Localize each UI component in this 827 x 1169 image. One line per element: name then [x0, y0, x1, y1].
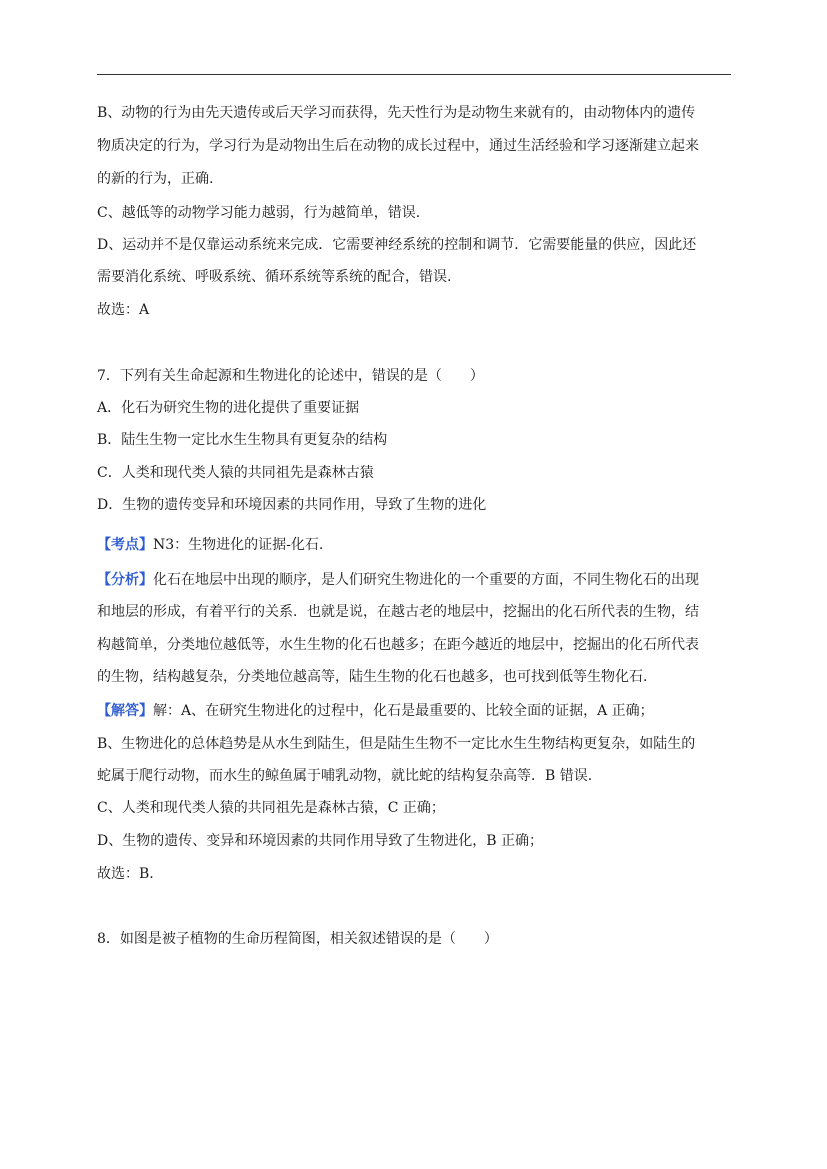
fenxi-tag: 【分析】	[97, 572, 153, 588]
q7-jieda-d-line: D、生物的遗传、变异和环境因素的共同作用导致了生物进化，B 正确；	[97, 833, 543, 849]
q7-jieda-line1	[97, 701, 737, 721]
q7-option-c: C．人类和现代类人猿的共同祖先是森林古猿	[97, 465, 374, 481]
q7-fenxi-line1	[97, 570, 737, 590]
prev-answer-b-line2: 物质决定的行为，学习行为是动物出生后在动物的成长过程中，通过生活经验和学习逐渐建立起来	[97, 138, 699, 154]
q8-stem: 8．如图是被子植物的生命历程简图，相关叙述错误的是（ ）	[97, 931, 498, 947]
q7-fenxi-line2: 和地层的形成，有着平行的关系．也就是说，在越古老的地层中，挖掘出的化石所代表的生物，结	[97, 604, 699, 620]
q7-jieda-b-line2: 蛇属于爬行动物，而水生的鲸鱼属于哺乳动物，就比蛇的结构复杂高等．B 错误.	[97, 768, 593, 784]
q7-kaodian	[97, 535, 737, 555]
jieda-tag: 【解答】	[97, 703, 153, 719]
prev-answer-choice: 故选：A	[97, 302, 150, 318]
jieda-text-1: 解：A、在研究生物进化的过程中，化石是最重要的、比较全面的证据，A 正确；	[153, 703, 654, 719]
kaodian-tag: 【考点】	[97, 537, 153, 553]
q7-fenxi-line3: 构越简单，分类地位越低等，水生生物的化石也越多；在距今越近的地层中，挖掘出的化石所代表	[97, 637, 699, 653]
q7-option-b: B．陆生生物一定比水生生物具有更复杂的结构	[97, 432, 388, 448]
q7-jieda-b-line1: B、生物进化的总体趋势是从水生到陆生，但是陆生生物不一定比水生生物结构更复杂，如陆生的	[97, 736, 696, 752]
q7-jieda-c-line: C、人类和现代类人猿的共同祖先是森林古猿，C 正确；	[97, 800, 445, 816]
q7-option-d: D．生物的遗传变异和环境因素的共同作用，导致了生物的进化	[97, 497, 487, 513]
prev-answer-d-line2: 需要消化系统、呼吸系统、循环系统等系统的配合，错误.	[97, 269, 452, 285]
prev-answer-b-line3: 的新的行为，正确.	[97, 171, 214, 187]
kaodian-text: N3：生物进化的证据-化石.	[153, 537, 324, 553]
prev-answer-d-line1: D、运动并不是仅靠运动系统来完成．它需要神经系统的控制和调节．它需要能量的供应，因此还	[97, 237, 697, 253]
q7-option-a: A．化石为研究生物的进化提供了重要证据	[97, 400, 360, 416]
prev-answer-c-line: C、越低等的动物学习能力越弱，行为越简单，错误.	[97, 205, 421, 221]
q7-fenxi-line4: 的生物，结构越复杂，分类地位越高等，陆生生物的化石也越多，也可找到低等生物化石.	[97, 669, 648, 685]
header-rule	[97, 74, 731, 75]
prev-answer-b-line1: B、动物的行为由先天遗传或后天学习而获得，先天性行为是动物生来就有的，由动物体内的遗传	[97, 105, 696, 121]
q7-choice: 故选：B.	[97, 866, 154, 882]
fenxi-text-1: 化石在地层中出现的顺序，是人们研究生物进化的一个重要的方面，不同生物化石的出现	[153, 572, 699, 588]
q7-stem: 7．下列有关生命起源和生物进化的论述中，错误的是（ ）	[97, 368, 484, 384]
